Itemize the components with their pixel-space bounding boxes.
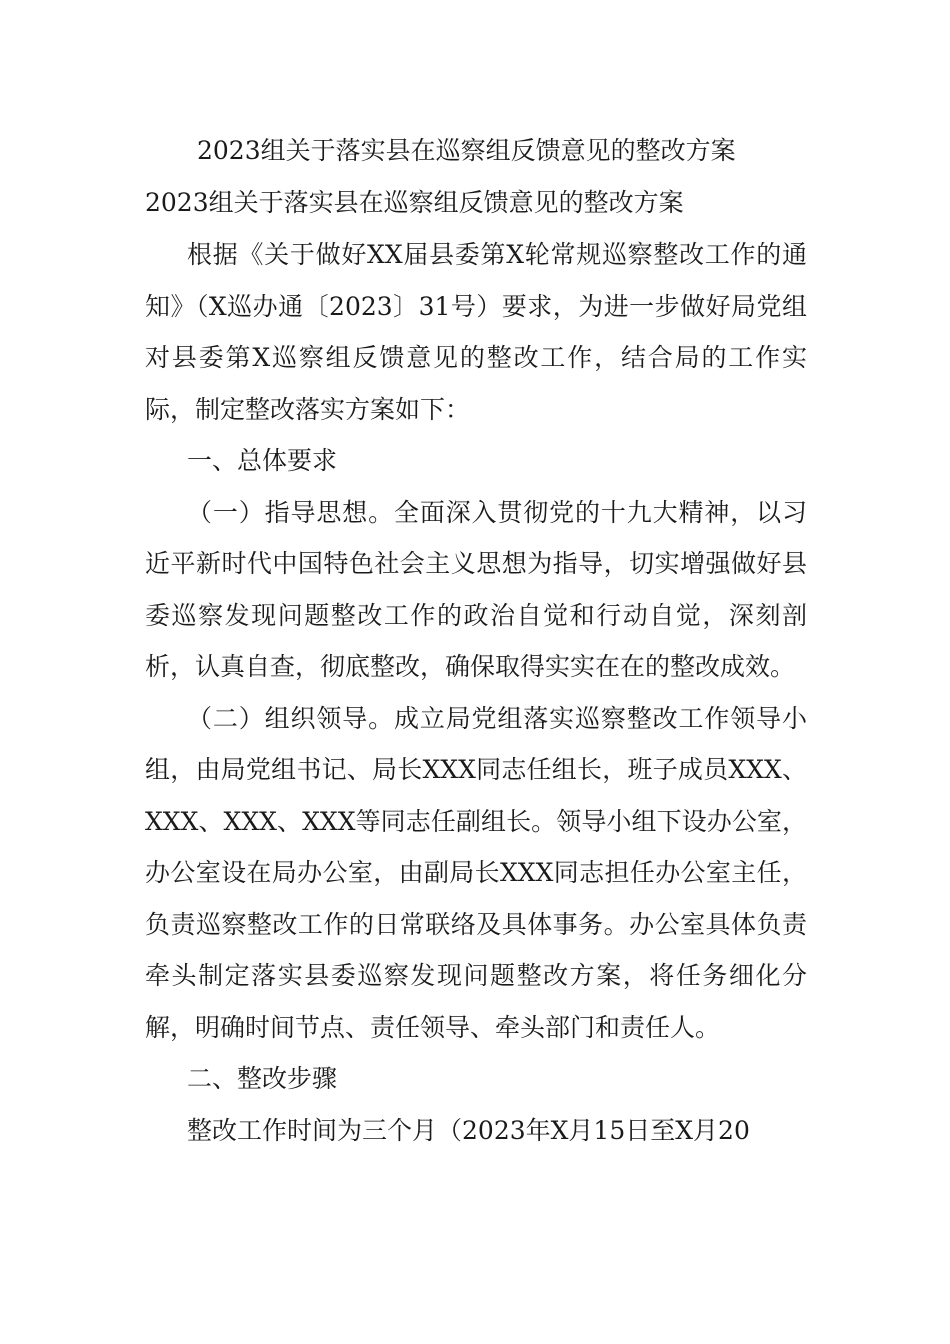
- document-page: [145, 125, 807, 1156]
- intro-paragraph: 根据《关于做好XX届县委第X轮常规巡察整改工作的通知》（X巡办通〔2023〕31号）要求，为进一步做好局党组对县委第X巡察组反馈意见的整改工作，结合局的工作实际，制定整改落实方案如下：: [145, 240, 807, 424]
- section-heading-general-requirements: 一、总体要求: [187, 446, 338, 475]
- document-title: 2023组关于落实县在巡察组反馈意见的整改方案: [197, 136, 736, 165]
- paragraph-rectification-timeline: 整改工作时间为三个月（2023年X月15日至X月20: [187, 1115, 750, 1145]
- section-heading-rectification-steps: 二、整改步骤: [187, 1064, 338, 1093]
- paragraph-guiding-ideology: （一）指导思想。全面深入贯彻党的十九大精神，以习近平新时代中国特色社会主义思想为指导，切实增强做好县委巡察发现问题整改工作的政治自觉和行动自觉，深刻剖析，认真自查，彻底整改，确保取得实实在在的整改成效。: [145, 497, 807, 681]
- document-subtitle: 2023组关于落实县在巡察组反馈意见的整改方案: [145, 188, 684, 217]
- paragraph-organization-leadership: （二）组织领导。成立局党组落实巡察整改工作领导小组，由局党组书记、局长XXX同志任组长，班子成员XXX、XXX、XXX、XXX等同志任副组长。领导小组下设办公室，办公室设在局办公室，由副局长XXX同志担任办公室主任，负责巡察整改工作的日常联络及具体事务。办公室具体负责牵头制定落实县委巡察发现问题整改方案，将任务细化分解，明确时间节点、责任领导、牵头部门和责任人。: [145, 703, 807, 1042]
